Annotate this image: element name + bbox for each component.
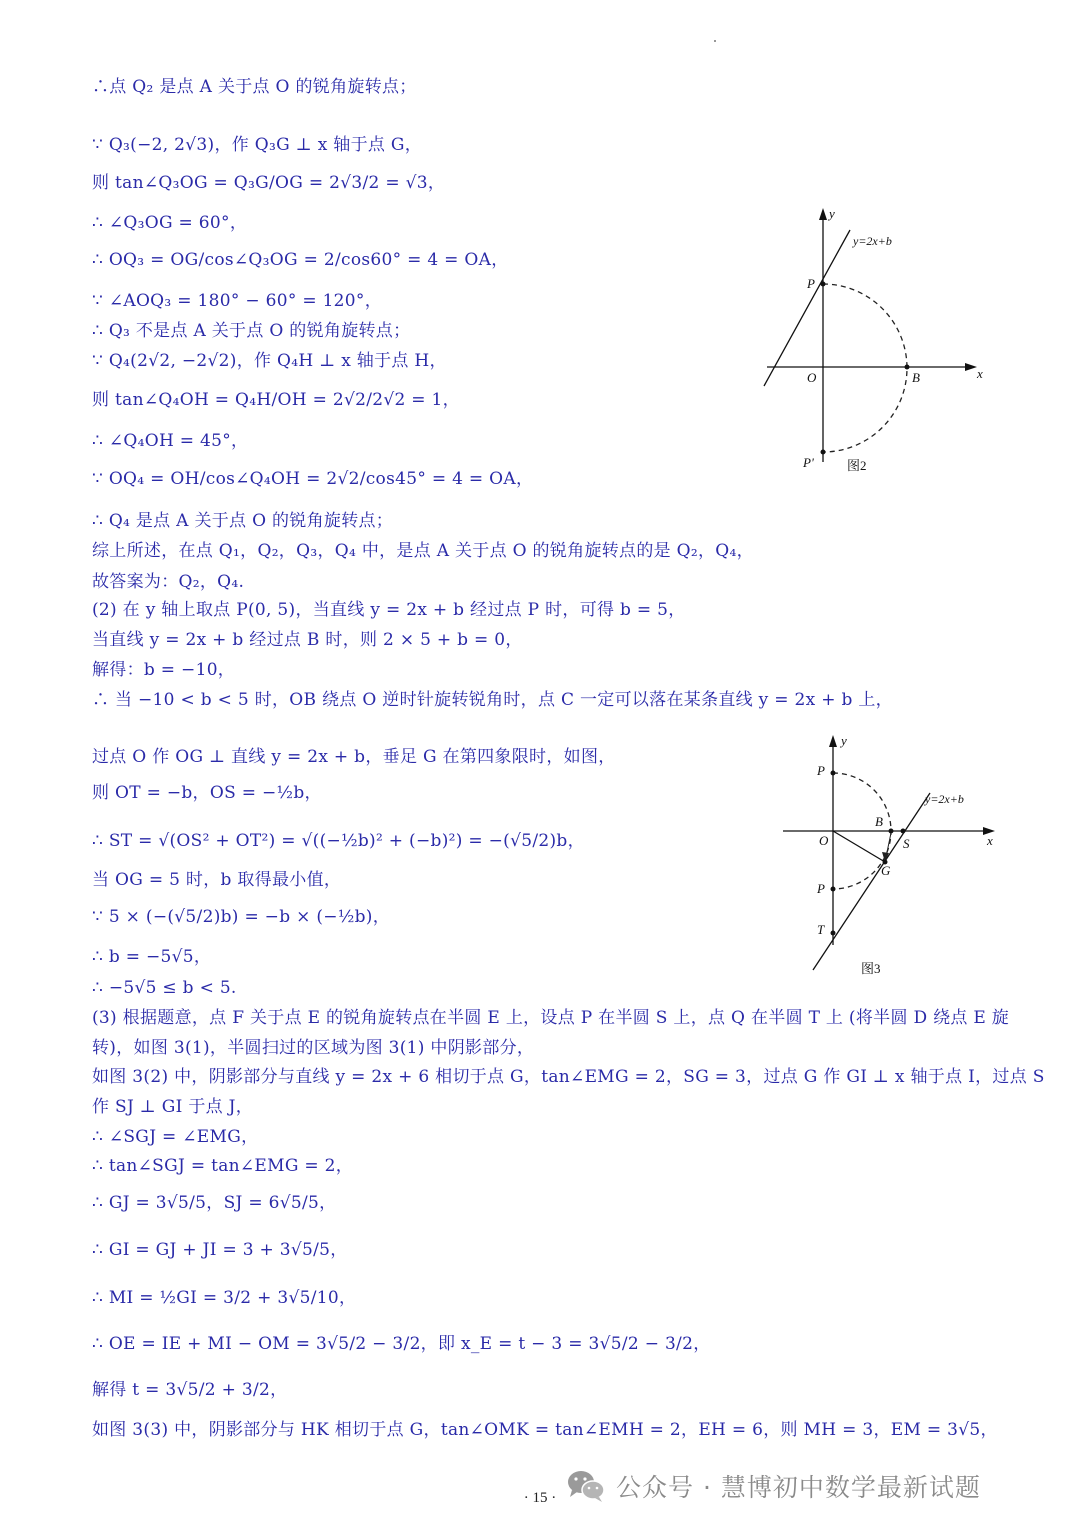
segment-og (833, 831, 885, 862)
point-p-prime-label: P' (803, 455, 814, 470)
figure-2 (755, 200, 995, 480)
solution-line: ∴ ∠Q₃OG = 60°， (92, 213, 248, 233)
solution-line: ∴ tan∠SGJ = tan∠EMG = 2， (92, 1156, 354, 1176)
point-p-bottom (831, 887, 836, 892)
point-s-label: S (903, 836, 910, 851)
watermark (566, 1466, 981, 1506)
point-p-prime (821, 450, 826, 455)
solution-line: 解得：b = −10， (92, 660, 236, 680)
solution-line: ∴ ∠Q₄OH = 45°， (92, 431, 249, 451)
solution-line: 如图 3(3) 中，阴影部分与 HK 相切于点 G，tan∠OMK = tan∠EMH = 2，EH = 6，则 MH = 3，EM = 3√5， (92, 1420, 998, 1440)
solution-line: ∴ ST = √(OS² + OT²) = √((−½b)² + (−b)²) = −(√5/2)b， (92, 831, 585, 851)
solution-line: ∴ Q₃ 不是点 A 关于点 O 的锐角旋转点； (92, 321, 411, 341)
y-axis-label: y (829, 206, 835, 221)
origin-label: O (819, 833, 829, 848)
solution-line: (3) 根据题意，点 F 关于点 E 的锐角旋转点在半圆 E 上，设点 P 在半圆 S 上，点 Q 在半圆 T 上 (将半圆 D 绕点 E 旋 (92, 1008, 1010, 1028)
semicircle-dashed (823, 284, 907, 452)
y-axis-arrow (829, 735, 837, 747)
solution-line: ∵ ∠AOQ₃ = 180° − 60° = 120°， (92, 291, 383, 311)
solution-line: ∴ b = −5√5， (92, 947, 212, 967)
point-p (821, 282, 826, 287)
solution-line: ∴ GI = GJ + JI = 3 + 3√5/5， (92, 1240, 348, 1260)
figure-2-caption: 图2 (847, 458, 867, 473)
point-p-top (831, 771, 836, 776)
solution-line: 故答案为：Q₂，Q₄. (92, 572, 245, 592)
solution-line: 当 OG = 5 时，b 取得最小值， (92, 870, 342, 890)
solution-line: 转)，如图 3(1)，半圆扫过的区域为图 3(1) 中阴影部分， (92, 1038, 535, 1058)
solution-line: 过点 O 作 OG ⊥ 直线 y = 2x + b，垂足 G 在第四象限时，如图， (92, 747, 616, 767)
x-axis-arrow (965, 363, 977, 371)
solution-line: ∵ OQ₄ = OH/cos∠Q₄OH = 2√2/cos45° = 4 = OA， (92, 469, 534, 489)
point-b-label: B (912, 370, 920, 385)
solution-line: ∵ 5 × (−(√5/2)b) = −b × (−½b)， (92, 907, 391, 927)
solution-line: 如图 3(2) 中，阴影部分与直线 y = 2x + 6 相切于点 G，tan∠EMG = 2，SG = 3，过点 G 作 GI ⊥ x 轴于点 I，过点 S (92, 1067, 1045, 1087)
point-g-label: G (881, 863, 891, 878)
solution-line: ∴ GJ = 3√5/5，SJ = 6√5/5， (92, 1193, 337, 1213)
watermark-text: 公众号 · 慧博初中数学最新试题 (616, 1473, 981, 1502)
solution-line: ∵ Q₃(−2, 2√3)，作 Q₃G ⊥ x 轴于点 G， (92, 135, 423, 155)
point-s (901, 829, 906, 834)
x-axis-label: x (987, 833, 993, 848)
point-p-top-label: P (817, 763, 825, 778)
solution-line: 则 tan∠Q₄OH = Q₄H/OH = 2√2/2√2 = 1， (92, 390, 460, 410)
point-b (889, 829, 894, 834)
solution-line: ∴ −5√5 ≤ b < 5. (92, 978, 237, 998)
point-t-label: T (817, 922, 825, 937)
y-axis-label: y (841, 733, 847, 748)
figure-3-caption: 图3 (861, 961, 881, 976)
origin-label: O (807, 370, 817, 385)
solution-line: ∴ OE = IE + MI − OM = 3√5/2 − 3/2，即 x_E = t − 3 = 3√5/2 − 3/2， (92, 1334, 711, 1354)
solution-line: 则 OT = −b，OS = −½b， (92, 783, 322, 803)
solution-line: 作 SJ ⊥ GI 于点 J， (92, 1097, 254, 1117)
line-label: y=2x+b (853, 234, 892, 248)
point-b (905, 365, 910, 370)
line-y-2x-b (764, 230, 850, 386)
line-y-2x-b (813, 793, 930, 970)
solution-line: ∴ MI = ½GI = 3/2 + 3√5/10， (92, 1288, 357, 1308)
y-axis-arrow (819, 208, 827, 220)
solution-line: ∴点 Q₂ 是点 A 关于点 O 的锐角旋转点； (92, 77, 417, 97)
solution-line: 当直线 y = 2x + b 经过点 B 时，则 2 × 5 + b = 0， (92, 630, 523, 650)
solution-line: 解得 t = 3√5/2 + 3/2， (92, 1380, 288, 1400)
solution-line: ∴ OQ₃ = OG/cos∠Q₃OG = 2/cos60° = 4 = OA， (92, 250, 509, 270)
page-speck (714, 40, 716, 42)
solution-line: 综上所述，在点 Q₁，Q₂，Q₃，Q₄ 中，是点 A 关于点 O 的锐角旋转点的是 Q₂，Q₄， (92, 541, 754, 561)
solution-line: 则 tan∠Q₃OG = Q₃G/OG = 2√3/2 = √3， (92, 173, 446, 193)
point-b-label: B (875, 814, 883, 829)
solution-line: ∴ 当 −10 < b < 5 时，OB 绕点 O 逆时针旋转锐角时，点 C 一定可以落在某条直线 y = 2x + b 上， (92, 690, 893, 710)
wechat-icon (566, 1469, 606, 1503)
point-t (831, 931, 836, 936)
line-label: y=2x+b (925, 792, 964, 806)
page-number: · 15 · (523, 1490, 557, 1506)
point-p-bottom-label: P (817, 881, 825, 896)
x-axis-label: x (977, 366, 983, 381)
figure-3 (775, 725, 1005, 980)
solution-line: ∴ Q₄ 是点 A 关于点 O 的锐角旋转点； (92, 511, 394, 531)
solution-line: (2) 在 y 轴上取点 P(0, 5)，当直线 y = 2x + b 经过点 P 时，可得 b = 5， (92, 600, 686, 620)
point-p-label: P (807, 276, 815, 291)
solution-line: ∴ ∠SGJ = ∠EMG， (92, 1127, 259, 1147)
solution-line: ∵ Q₄(2√2, −2√2)，作 Q₄H ⊥ x 轴于点 H， (92, 351, 447, 371)
